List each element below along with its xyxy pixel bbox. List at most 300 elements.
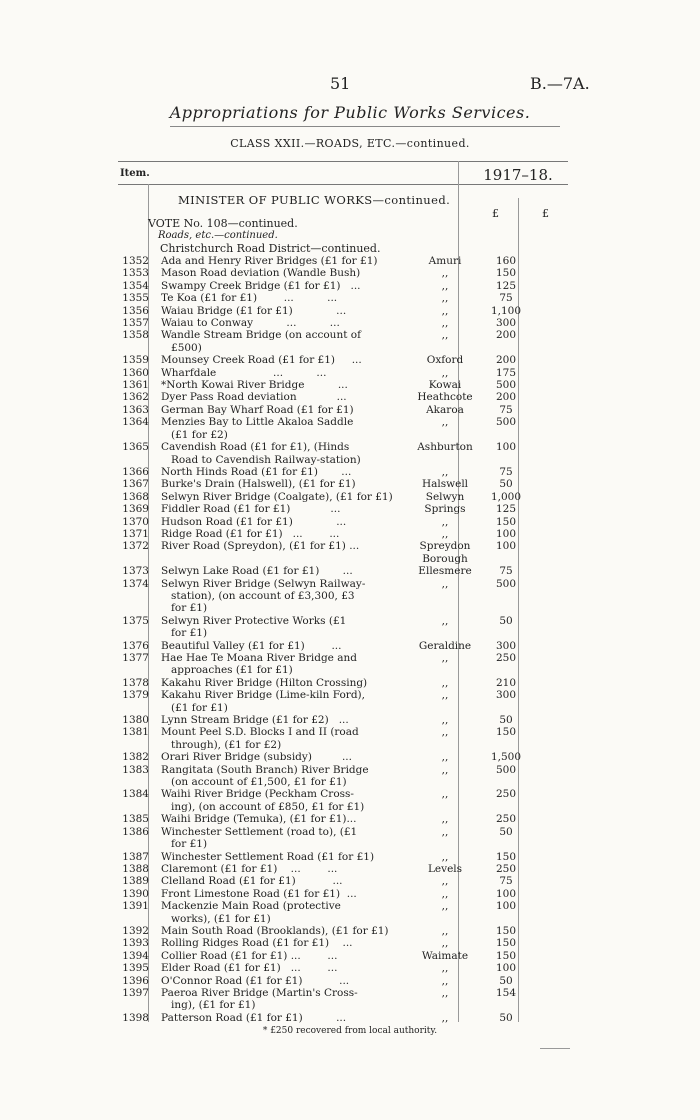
item-number: 1367 bbox=[122, 478, 149, 491]
table-header-rule bbox=[118, 184, 568, 185]
item-number: 1364 bbox=[122, 416, 149, 429]
year-column-header: 1917–18. bbox=[483, 166, 553, 184]
item-description: Swampy Creek Bridge (£1 for £1) ... bbox=[161, 279, 361, 292]
table-row bbox=[118, 714, 578, 726]
table-row bbox=[118, 391, 578, 403]
item-district: ,, bbox=[441, 875, 449, 888]
item-district: ,, bbox=[441, 465, 449, 478]
item-amount: 125 bbox=[495, 503, 517, 516]
table-row bbox=[118, 602, 578, 614]
item-amount: 210 bbox=[495, 676, 517, 689]
item-number: 1391 bbox=[122, 900, 149, 913]
item-amount bbox=[486, 342, 526, 354]
item-district: ,, bbox=[441, 317, 449, 330]
item-district: ,, bbox=[441, 751, 449, 764]
table-row bbox=[118, 317, 578, 329]
item-description: for £1) bbox=[161, 627, 208, 640]
item-district bbox=[404, 664, 486, 676]
item-amount: 125 bbox=[495, 279, 517, 292]
item-number: 1356 bbox=[122, 304, 149, 317]
table-row bbox=[118, 726, 578, 738]
item-number bbox=[118, 739, 153, 751]
item-description: Clelland Road (£1 for £1) ... bbox=[161, 875, 343, 888]
table-row bbox=[118, 764, 578, 776]
table-row bbox=[118, 888, 578, 900]
table-row bbox=[118, 627, 578, 639]
item-description: Beautiful Valley (£1 for £1) ... bbox=[161, 639, 342, 652]
item-district: ,, bbox=[441, 614, 449, 627]
item-description: (£1 for £2) bbox=[161, 428, 228, 441]
items-table bbox=[118, 255, 578, 1024]
table-row bbox=[118, 788, 578, 800]
item-district: Amuri bbox=[428, 255, 462, 267]
item-amount: 250 bbox=[495, 862, 517, 875]
item-district: ,, bbox=[441, 304, 449, 317]
table-row bbox=[118, 640, 578, 652]
item-description: Dyer Pass Road deviation ... bbox=[161, 391, 347, 404]
item-number bbox=[118, 429, 153, 441]
item-description: O'Connor Road (£1 for £1) ... bbox=[161, 974, 350, 987]
table-row bbox=[118, 553, 578, 565]
item-number: 1394 bbox=[122, 949, 149, 962]
item-description bbox=[153, 553, 404, 565]
table-row bbox=[118, 975, 578, 987]
item-description: Road to Cavendish Railway-station) bbox=[161, 453, 361, 466]
item-description: ing), (on account of £850, £1 for £1) bbox=[161, 800, 365, 813]
item-number: 1380 bbox=[122, 714, 149, 727]
item-district: ,, bbox=[441, 577, 449, 590]
item-number: 1360 bbox=[122, 366, 149, 379]
table-row bbox=[118, 739, 578, 751]
item-description: Main South Road (Brooklands), (£1 for £1) bbox=[161, 924, 389, 937]
table-row bbox=[118, 416, 578, 428]
item-number bbox=[118, 702, 153, 714]
item-description: (on account of £1,500, £1 for £1) bbox=[161, 776, 347, 789]
item-district: ,, bbox=[441, 515, 449, 528]
item-number: 1370 bbox=[122, 515, 149, 528]
item-amount: 50 bbox=[499, 974, 513, 987]
item-amount: 1,000 bbox=[490, 490, 522, 503]
table-row bbox=[118, 329, 578, 341]
item-amount: 150 bbox=[495, 726, 517, 739]
item-amount: 50 bbox=[499, 614, 513, 627]
table-row bbox=[118, 863, 578, 875]
scan-mark bbox=[540, 1048, 570, 1049]
item-description: Rolling Ridges Road (£1 for £1) ... bbox=[161, 937, 353, 950]
item-number: 1392 bbox=[122, 924, 149, 937]
item-number: 1366 bbox=[122, 465, 149, 478]
item-district: ,, bbox=[441, 788, 449, 801]
item-amount: 175 bbox=[495, 366, 517, 379]
item-number: 1357 bbox=[122, 317, 149, 330]
item-amount bbox=[486, 454, 526, 466]
item-description: Winchester Settlement (road to), (£1 bbox=[161, 825, 358, 838]
item-district: ,, bbox=[441, 689, 449, 702]
item-number: 1395 bbox=[122, 962, 149, 975]
item-number: 1372 bbox=[122, 540, 149, 553]
item-description: German Bay Wharf Road (£1 for £1) bbox=[161, 403, 354, 416]
table-row bbox=[118, 751, 578, 763]
table-row bbox=[118, 851, 578, 863]
item-amount: 100 bbox=[495, 540, 517, 553]
table-row bbox=[118, 516, 578, 528]
item-amount bbox=[486, 602, 526, 614]
item-description: through), (£1 for £2) bbox=[161, 738, 282, 751]
item-amount: 75 bbox=[499, 465, 513, 478]
item-description: Hae Hae Te Moana River Bridge and bbox=[161, 652, 357, 664]
item-number bbox=[118, 602, 153, 614]
item-amount bbox=[486, 553, 526, 565]
item-amount: 150 bbox=[495, 924, 517, 937]
item-district bbox=[404, 776, 486, 788]
item-district: Halswell bbox=[421, 478, 469, 491]
table-row bbox=[118, 354, 578, 366]
item-amount: 50 bbox=[499, 714, 513, 727]
item-description: Mackenzie Main Road (protective bbox=[161, 900, 341, 913]
table-row bbox=[118, 689, 578, 701]
table-row bbox=[118, 615, 578, 627]
item-description: for £1) bbox=[161, 602, 208, 615]
table-row bbox=[118, 540, 578, 552]
item-number: 1378 bbox=[122, 676, 149, 689]
item-amount: 50 bbox=[499, 825, 513, 838]
item-description: Burke's Drain (Halswell), (£1 for £1) bbox=[161, 478, 356, 491]
item-district: ,, bbox=[441, 887, 449, 900]
item-amount: 154 bbox=[495, 986, 517, 999]
table-row bbox=[118, 826, 578, 838]
item-district: ,, bbox=[441, 714, 449, 727]
item-amount: 1,100 bbox=[490, 304, 522, 317]
item-district bbox=[404, 739, 486, 751]
item-amount: 1,500 bbox=[490, 751, 522, 764]
item-description: Waiau Bridge (£1 for £1) ... bbox=[161, 304, 347, 317]
item-amount: 50 bbox=[499, 478, 513, 491]
item-district: ,, bbox=[441, 652, 449, 664]
item-number: 1397 bbox=[122, 986, 149, 999]
item-district: Levels bbox=[427, 862, 463, 875]
table-top-rule bbox=[118, 161, 568, 162]
item-district: ,, bbox=[441, 726, 449, 739]
table-row bbox=[118, 776, 578, 788]
item-district: ,, bbox=[441, 986, 449, 999]
item-amount: 300 bbox=[495, 317, 517, 330]
table-row bbox=[118, 875, 578, 887]
table-row bbox=[118, 478, 578, 490]
pound-sign-1: £ bbox=[492, 207, 499, 220]
item-amount bbox=[486, 838, 526, 850]
item-description: Fiddler Road (£1 for £1) ... bbox=[161, 503, 341, 516]
item-amount: 150 bbox=[495, 850, 517, 863]
item-amount: 100 bbox=[495, 441, 517, 454]
title-rule bbox=[170, 126, 560, 127]
item-amount: 75 bbox=[499, 565, 513, 578]
table-row bbox=[118, 999, 578, 1011]
table-row bbox=[118, 838, 578, 850]
table-row bbox=[118, 578, 578, 590]
item-district: Kowai bbox=[428, 379, 462, 392]
item-district bbox=[404, 429, 486, 441]
item-amount: 75 bbox=[499, 875, 513, 888]
item-amount: 75 bbox=[499, 292, 513, 305]
item-district: ,, bbox=[441, 974, 449, 987]
item-amount: 300 bbox=[495, 689, 517, 702]
item-district: ,, bbox=[441, 763, 449, 776]
item-description: Selwyn River Protective Works (£1 bbox=[161, 614, 347, 627]
item-district: ,, bbox=[441, 416, 449, 429]
item-number: 1369 bbox=[122, 503, 149, 516]
item-amount bbox=[486, 801, 526, 813]
item-amount: 200 bbox=[495, 354, 517, 367]
item-amount bbox=[486, 664, 526, 676]
table-row bbox=[118, 441, 578, 453]
item-number: 1398 bbox=[122, 1011, 149, 1024]
item-district: ,, bbox=[441, 962, 449, 975]
item-district: ,, bbox=[441, 366, 449, 379]
table-row bbox=[118, 404, 578, 416]
item-district: ,, bbox=[441, 1011, 449, 1024]
item-district bbox=[404, 627, 486, 639]
item-number bbox=[118, 627, 153, 639]
item-district: Geraldine bbox=[418, 639, 472, 652]
item-amount: 50 bbox=[499, 1011, 513, 1024]
item-description: £500) bbox=[161, 341, 202, 354]
item-district: ,, bbox=[441, 267, 449, 280]
item-number: 1396 bbox=[122, 974, 149, 987]
pound-sign-2: £ bbox=[542, 207, 549, 220]
table-row bbox=[118, 454, 578, 466]
item-district: ,, bbox=[441, 900, 449, 913]
item-district bbox=[404, 590, 486, 602]
item-description: works), (£1 for £1) bbox=[161, 912, 271, 925]
item-description: Wharfdale ... ... bbox=[161, 366, 327, 379]
item-district: ,, bbox=[441, 813, 449, 826]
table-row bbox=[118, 702, 578, 714]
item-description: Paeroa River Bridge (Martin's Cross- bbox=[161, 986, 358, 999]
district-heading: Christchurch Road District—continued. bbox=[160, 242, 381, 255]
item-description: approaches (£1 for £1) bbox=[161, 664, 293, 677]
item-amount: 500 bbox=[495, 416, 517, 429]
item-amount: 160 bbox=[495, 255, 517, 267]
item-number: 1358 bbox=[122, 329, 149, 342]
item-number: 1359 bbox=[122, 354, 149, 367]
ministry-heading: MINISTER OF PUBLIC WORKS—continued. bbox=[178, 193, 451, 207]
item-description: Patterson Road (£1 for £1) ... bbox=[161, 1011, 347, 1024]
item-district: ,, bbox=[441, 924, 449, 937]
item-district: Oxford bbox=[426, 354, 464, 367]
item-district: ,, bbox=[441, 527, 449, 540]
table-row bbox=[118, 937, 578, 949]
item-number: 1386 bbox=[122, 825, 149, 838]
item-amount: 500 bbox=[495, 379, 517, 392]
item-district: Ashburton bbox=[417, 441, 473, 454]
item-description: Orari River Bridge (subsidy) ... bbox=[161, 751, 352, 764]
item-number bbox=[118, 664, 153, 676]
table-row bbox=[118, 1012, 578, 1024]
roads-subheading: Roads, etc.—continued. bbox=[158, 230, 278, 241]
item-amount bbox=[486, 739, 526, 751]
item-number bbox=[118, 838, 153, 850]
item-description: Waihi River Bridge (Peckham Cross- bbox=[161, 788, 354, 801]
item-district bbox=[404, 454, 486, 466]
item-district: Selwyn bbox=[425, 490, 465, 503]
table-row bbox=[118, 913, 578, 925]
item-amount bbox=[486, 627, 526, 639]
item-description: Selwyn River Bridge (Coalgate), (£1 for £1) bbox=[161, 490, 393, 503]
item-description: Mounsey Creek Road (£1 for £1) ... bbox=[161, 354, 362, 367]
table-row bbox=[118, 801, 578, 813]
item-amount: 500 bbox=[495, 763, 517, 776]
table-row bbox=[118, 590, 578, 602]
item-number: 1355 bbox=[122, 292, 149, 305]
item-amount: 300 bbox=[495, 639, 517, 652]
item-number: 1385 bbox=[122, 813, 149, 826]
item-amount: 250 bbox=[495, 788, 517, 801]
item-district: ,, bbox=[441, 825, 449, 838]
item-number: 1375 bbox=[122, 614, 149, 627]
item-district: ,, bbox=[441, 850, 449, 863]
table-row bbox=[118, 342, 578, 354]
item-district: Ellesmere bbox=[418, 565, 472, 578]
item-amount: 100 bbox=[495, 962, 517, 975]
table-row bbox=[118, 503, 578, 515]
item-description: North Hinds Road (£1 for £1) ... bbox=[161, 465, 352, 478]
item-number bbox=[118, 801, 153, 813]
item-number: 1362 bbox=[122, 391, 149, 404]
table-row bbox=[118, 962, 578, 974]
item-description: Kakahu River Bridge (Hilton Crossing) bbox=[161, 676, 368, 689]
item-description: Winchester Settlement Road (£1 for £1) bbox=[161, 850, 375, 863]
document-reference: B.—7A. bbox=[530, 74, 590, 93]
item-description: Mount Peel S.D. Blocks I and II (road bbox=[161, 726, 359, 739]
item-description: Front Limestone Road (£1 for £1) ... bbox=[161, 887, 357, 900]
item-description: Lynn Stream Bridge (£1 for £2) ... bbox=[161, 714, 349, 727]
item-amount: 100 bbox=[495, 887, 517, 900]
item-number bbox=[118, 776, 153, 788]
item-amount: 150 bbox=[495, 937, 517, 950]
item-number: 1363 bbox=[122, 403, 149, 416]
item-district: ,, bbox=[441, 279, 449, 292]
table-row bbox=[118, 267, 578, 279]
item-amount bbox=[486, 590, 526, 602]
item-description: ing), (£1 for £1) bbox=[161, 999, 256, 1012]
item-description: (£1 for £1) bbox=[161, 701, 228, 714]
item-number bbox=[118, 999, 153, 1011]
item-amount: 150 bbox=[495, 515, 517, 528]
table-row bbox=[118, 813, 578, 825]
item-district bbox=[404, 342, 486, 354]
page-title: Appropriations for Public Works Services. bbox=[169, 103, 531, 122]
table-row bbox=[118, 565, 578, 577]
table-row bbox=[118, 292, 578, 304]
item-amount bbox=[486, 999, 526, 1011]
item-number: 1393 bbox=[122, 937, 149, 950]
item-number bbox=[118, 590, 153, 602]
item-amount: 150 bbox=[495, 949, 517, 962]
item-number: 1388 bbox=[122, 862, 149, 875]
item-description: station), (on account of £3,300, £3 bbox=[161, 589, 355, 602]
table-row bbox=[118, 925, 578, 937]
vote-heading: VOTE No. 108—continued. bbox=[148, 217, 298, 230]
table-row bbox=[118, 379, 578, 391]
item-district: ,, bbox=[441, 676, 449, 689]
item-number: 1382 bbox=[122, 751, 149, 764]
item-description: Mason Road deviation (Wandle Bush) bbox=[161, 267, 361, 280]
item-description: Rangitata (South Branch) River Bridge bbox=[161, 763, 369, 776]
item-amount: 500 bbox=[495, 577, 517, 590]
item-district bbox=[404, 702, 486, 714]
item-district bbox=[404, 801, 486, 813]
item-number: 1365 bbox=[122, 441, 149, 454]
item-amount bbox=[486, 776, 526, 788]
item-number bbox=[118, 454, 153, 466]
item-district: ,, bbox=[441, 329, 449, 342]
item-description: Selwyn River Bridge (Selwyn Railway- bbox=[161, 577, 366, 590]
item-district: Spreydon bbox=[419, 540, 471, 553]
table-row bbox=[118, 987, 578, 999]
table-row bbox=[118, 677, 578, 689]
item-description: Hudson Road (£1 for £1) ... bbox=[161, 515, 347, 528]
item-description: Menzies Bay to Little Akaloa Saddle bbox=[161, 416, 354, 429]
item-amount bbox=[486, 429, 526, 441]
item-number: 1374 bbox=[122, 577, 149, 590]
item-description: Collier Road (£1 for £1) ... ... bbox=[161, 949, 338, 962]
item-amount: 100 bbox=[495, 900, 517, 913]
item-district: Waimate bbox=[421, 949, 469, 962]
footnote: * £250 recovered from local authority. bbox=[262, 1026, 438, 1036]
item-description: *North Kowai River Bridge ... bbox=[161, 379, 348, 392]
item-number: 1383 bbox=[122, 763, 149, 776]
item-amount bbox=[486, 702, 526, 714]
item-number: 1354 bbox=[122, 279, 149, 292]
item-district: ,, bbox=[441, 292, 449, 305]
item-description: Selwyn Lake Road (£1 for £1) ... bbox=[161, 565, 353, 578]
item-amount: 100 bbox=[495, 527, 517, 540]
item-number: 1368 bbox=[122, 490, 149, 503]
item-description: Cavendish Road (£1 for £1), (Hinds bbox=[161, 441, 350, 454]
item-number: 1390 bbox=[122, 887, 149, 900]
item-amount: 250 bbox=[495, 652, 517, 664]
item-number: 1352 bbox=[122, 255, 149, 267]
item-district bbox=[404, 913, 486, 925]
item-number: 1389 bbox=[122, 875, 149, 888]
class-heading: CLASS XXII.—ROADS, ETC.—continued. bbox=[230, 137, 470, 150]
item-description: for £1) bbox=[161, 838, 208, 851]
item-amount: 200 bbox=[495, 329, 517, 342]
item-amount: 75 bbox=[499, 403, 513, 416]
item-amount: 150 bbox=[495, 267, 517, 280]
item-district bbox=[404, 602, 486, 614]
item-number: 1371 bbox=[122, 527, 149, 540]
item-number: 1353 bbox=[122, 267, 149, 280]
item-number bbox=[118, 342, 153, 354]
item-description: Kakahu River Bridge (Lime-kiln Ford), bbox=[161, 689, 365, 702]
table-row bbox=[118, 255, 578, 267]
item-district: Borough bbox=[422, 552, 468, 565]
item-description: Waiau to Conway ... ... bbox=[161, 317, 340, 330]
table-row bbox=[118, 466, 578, 478]
table-row bbox=[118, 950, 578, 962]
item-district bbox=[404, 838, 486, 850]
table-row bbox=[118, 429, 578, 441]
item-number: 1381 bbox=[122, 726, 149, 739]
table-row bbox=[118, 491, 578, 503]
item-district bbox=[404, 999, 486, 1011]
item-number: 1376 bbox=[122, 639, 149, 652]
item-number bbox=[118, 553, 153, 565]
table-row bbox=[118, 900, 578, 912]
table-row bbox=[118, 664, 578, 676]
item-description: River Road (Spreydon), (£1 for £1) ... bbox=[161, 540, 360, 553]
